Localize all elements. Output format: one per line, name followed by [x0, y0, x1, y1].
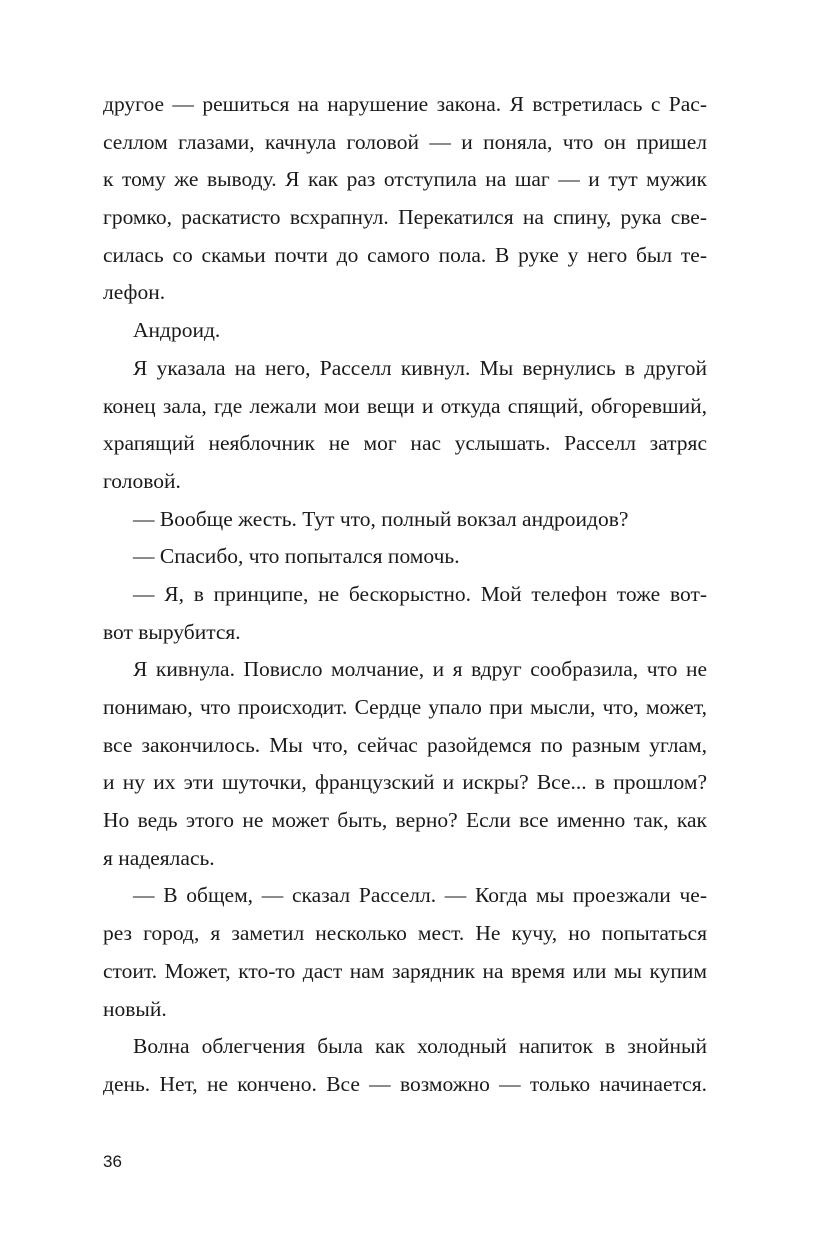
text-line: к тому же выводу. Я как раз отступила на шаг — и тут мужик [103, 167, 707, 192]
text-line: Волна облегчения была как холодный напиток в знойный [133, 1034, 707, 1059]
text-line: громко, раскатисто всхрапнул. Перекатился на спину, рука све- [103, 205, 707, 230]
text-line: вот вырубится. [103, 619, 241, 644]
text-line: все закончилось. Мы что, сейчас разойдемся по разным углам, [103, 732, 707, 757]
text-line: рез город, я заметил несколько мест. Не кучу, но попытаться [103, 921, 707, 946]
text-line: Я кивнула. Повисло молчание, и я вдруг сообразила, что не [133, 657, 707, 682]
text-line: понимаю, что происходит. Сердце упало при мысли, что, может, [103, 695, 707, 719]
text-line: — Спасибо, что попытался помочь. [133, 544, 460, 569]
body-text [103, 86, 707, 1104]
text-line: и ну их эти шуточки, французский и искры? Все... в прошлом? [103, 770, 707, 795]
text-line: я надеялась. [103, 845, 215, 870]
text-line: Но ведь этого не может быть, верно? Если все именно так, как [103, 808, 707, 833]
text-line: силась со скамьи почти до самого пола. В руке у него был те- [103, 242, 707, 267]
text-line: новый. [103, 996, 167, 1021]
text-line: — Вообще жесть. Тут что, полный вокзал андроидов? [133, 506, 629, 531]
text-line: селлом глазами, качнула головой — и поняла, что он пришел [103, 129, 707, 154]
text-line: храпящий неяблочник не мог нас услышать. Расселл затряс [103, 431, 707, 456]
text-line: — В общем, — сказал Расселл. — Когда мы проезжали че- [133, 883, 707, 908]
page-number: 36 [103, 1152, 122, 1171]
text-line: день. Нет, не кончено. Все — возможно — только начинается. [103, 1071, 707, 1096]
text-line: Я указала на него, Расселл кивнул. Мы вернулись в другой [133, 355, 707, 380]
text-line: головой. [103, 468, 181, 493]
text-line: стоит. Может, кто-то даст нам зарядник на время или мы купим [103, 958, 707, 983]
text-line: Андроид. [133, 318, 221, 343]
text-line: лефон. [103, 280, 166, 305]
text-line: конец зала, где лежали мои вещи и откуда спящий, обгоревший, [103, 393, 707, 418]
text-line: другое — решиться на нарушение закона. Я встретилась с Рас- [103, 92, 707, 116]
text-line: — Я, в принципе, не бескорыстно. Мой телефон тоже вот- [133, 581, 707, 606]
